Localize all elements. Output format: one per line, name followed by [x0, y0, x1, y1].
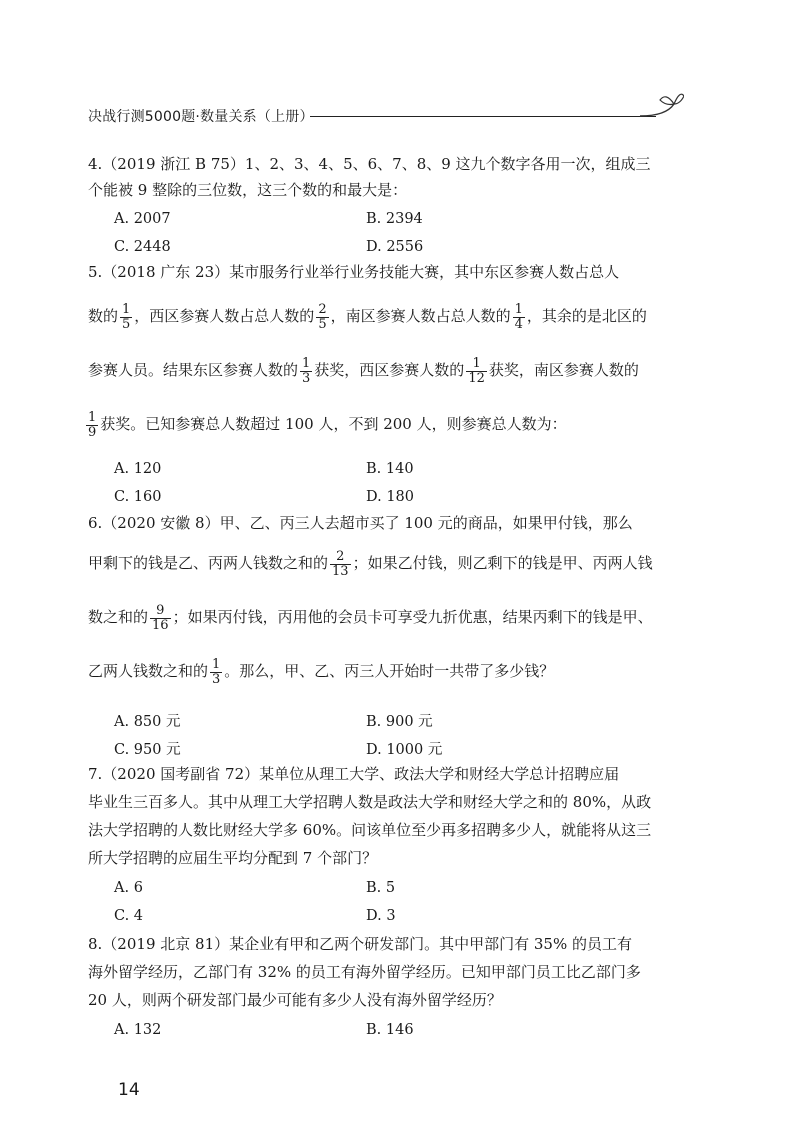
- q5-line1: 5.（2018 广东 23）某市服务行业举行业务技能大赛，其中东区参赛人数占总人: [88, 263, 620, 281]
- q4-line1: 4.（2019 浙江 B 75）1、2、3、4、5、6、7、8、9 这九个数字各用一次，组成三: [88, 155, 651, 173]
- q4-line2: 个能被 9 整除的三位数，这三个数的和最大是：: [88, 181, 408, 199]
- fraction: $\frac{1}{9}$: [88, 410, 97, 440]
- q4-option-b: B. 2394: [366, 211, 423, 227]
- fraction: $\frac{1}{3}$: [302, 356, 311, 386]
- q7-line1: 7.（2020 国考副省 72）某单位从理工大学、政法大学和财经大学总计招聘应届: [88, 765, 620, 783]
- q6-line4: [88, 658, 698, 686]
- q6-line1: 6.（2020 安徽 8）甲、乙、丙三人去超市买了 100 元的商品，如果甲付钱，那么: [88, 514, 633, 532]
- q5-text: 获奖，南区参赛人数的: [488, 361, 639, 380]
- q4-option-d: D. 2556: [366, 239, 424, 255]
- q5-text: ，南区参赛人数占总人数的: [330, 307, 511, 326]
- q6-text: 数之和的: [88, 608, 149, 627]
- q5-line2: [88, 303, 698, 331]
- q5-line3: [88, 357, 698, 385]
- page-number: 14: [118, 1080, 140, 1100]
- q5-text: ，西区参赛人数占总人数的: [134, 307, 315, 326]
- q5-option-d: D. 180: [366, 489, 415, 505]
- running-header: [88, 86, 688, 126]
- q7-line3: 法大学招聘的人数比财经大学多 60%。问该单位至少再多招聘多少人，就能将从这三: [88, 821, 652, 839]
- q5-text: 参赛人员。结果东区参赛人数的: [88, 361, 299, 380]
- q6-line2: [88, 550, 698, 578]
- q4-option-a: A. 2007: [114, 211, 171, 227]
- fraction: $\frac{2}{5}$: [318, 302, 327, 332]
- q7-option-d: D. 3: [366, 908, 396, 924]
- q6-text: 乙两人钱数之和的: [88, 662, 209, 681]
- q5-text: 数的: [88, 307, 119, 326]
- q8-line3: 20 人，则两个研发部门最少可能有多少人没有海外留学经历？: [88, 991, 502, 1009]
- header-rule: [310, 116, 656, 117]
- q5-text: 获奖，西区参赛人数的: [314, 361, 465, 380]
- q6-option-a: A. 850 元: [114, 714, 181, 730]
- q8-line2: 海外留学经历，乙部门有 32% 的员工有海外留学经历。已知甲部门员工比乙部门多: [88, 963, 641, 981]
- q5-option-b: B. 140: [366, 461, 414, 477]
- q5-text: ，其余的是北区的: [526, 307, 647, 326]
- fraction: $\frac{9}{16}$: [152, 603, 169, 633]
- q6-option-b: B. 900 元: [366, 714, 433, 730]
- q7-option-b: B. 5: [366, 880, 396, 896]
- q7-line2: 毕业生三百多人。其中从理工大学招聘人数是政法大学和财经大学之和的 80%，从政: [88, 793, 652, 811]
- q7-line4: 所大学招聘的应届生平均分配到 7 个部门？: [88, 849, 378, 867]
- q8-option-b: B. 146: [366, 1022, 414, 1038]
- q5-line4: [84, 411, 694, 439]
- q6-text: 甲剩下的钱是乙、丙两人钱数之和的: [88, 554, 329, 573]
- fraction: $\frac{1}{5}$: [122, 302, 131, 332]
- q6-line3: [88, 604, 698, 632]
- q4-option-c: C. 2448: [114, 239, 171, 255]
- header-title: 决战行测5000题·数量关系（上册）: [88, 109, 314, 125]
- fraction: $\frac{2}{13}$: [332, 549, 349, 579]
- sprout-icon: [636, 86, 684, 122]
- q7-option-a: A. 6: [114, 880, 143, 896]
- q5-text: 获奖。已知参赛总人数超过 100 人，不到 200 人，则参赛总人数为：: [100, 415, 567, 434]
- q7-option-c: C. 4: [114, 908, 144, 924]
- q6-text: ；如果乙付钱，则乙剩下的钱是甲、丙两人钱: [352, 554, 653, 573]
- q8-line1: 8.（2019 北京 81）某企业有甲和乙两个研发部门。其中甲部门有 35% 的员工有: [88, 935, 632, 953]
- q6-option-c: C. 950 元: [114, 742, 181, 758]
- q6-text: 。那么，甲、乙、丙三人开始时一共带了多少钱？: [224, 662, 555, 681]
- q8-option-a: A. 132: [114, 1022, 162, 1038]
- q5-option-c: C. 160: [114, 489, 162, 505]
- q6-option-d: D. 1000 元: [366, 742, 443, 758]
- fraction: $\frac{1}{3}$: [212, 657, 221, 687]
- q5-option-a: A. 120: [114, 461, 162, 477]
- fraction: $\frac{1}{12}$: [468, 356, 485, 386]
- q6-text: ；如果丙付钱，丙用他的会员卡可享受九折优惠，结果丙剩下的钱是甲、: [172, 608, 653, 627]
- fraction: $\frac{1}{4}$: [514, 302, 523, 332]
